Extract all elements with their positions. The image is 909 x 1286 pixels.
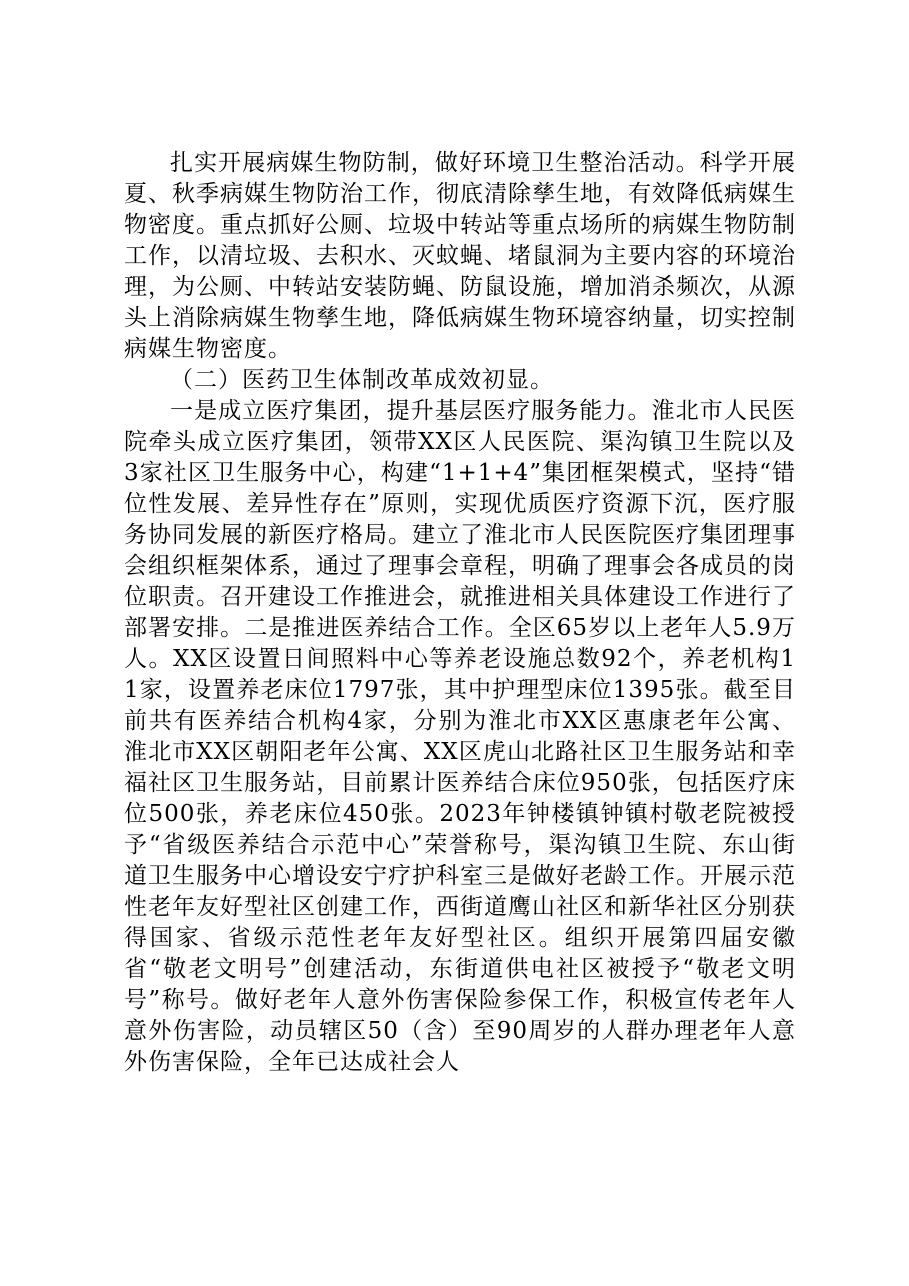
section-heading-medical-reform: （二）医药卫生体制改革成效初显。 <box>170 367 554 393</box>
paragraph-vector-control: 扎实开展病媒生物防制，做好环境卫生整治活动。科学开展夏、秋季病媒生物防治工作，彻底清除孳生地，有效降低病媒生物密度。重点抓好公厕、垃圾中转站等重点场所的病媒生物防制工作，以清垃圾、去积水、灭蚊蝇、堵鼠洞为主要内容的环境治理，为公厕、中转站安装防蝇、防鼠设施，增加消杀频次，从源头上消除病媒生物孳生地，降低病媒生物环境容纳量，切实控制病媒生物密度。 <box>124 150 796 362</box>
document-body <box>124 148 796 1078</box>
paragraph-medical-group: 一是成立医疗集团，提升基层医疗服务能力。淮北市人民医院牵头成立医疗集团，领带XX区人民医院、渠沟镇卫生院以及3家社区卫生服务中心，构建“1+1+4”集团框架模式，坚持“错位性发展、差异性存在”原则，实现优质医疗资源下沉，医疗服务协同发展的新医疗格局。建立了淮北市人民医院医疗集团理事会组织框架体系，通过了理事会章程，明确了理事会各成员的岗位职责。召开建设工作推进会，就推进相关具体建设工作进行了部署安排。二是推进医养结合工作。全区65岁以上老年人5.9万人。XX区设置日间照料中心等养老设施总数92个，养老机构11家，设置养老床位1797张，其中护理型床位1395张。截至目前共有医养结合机构4家，分别为淮北市XX区惠康老年公寓、淮北市XX区朝阳老年公寓、XX区虎山北路社区卫生服务站和幸福社区卫生服务站，目前累计医养结合床位950张，包括医疗床位500张，养老床位450张。2023年钟楼镇钟镇村敬老院被授予“省级医养结合示范中心”荣誉称号，渠沟镇卫生院、东山街道卫生服务中心增设安宁疗护科室三是做好老龄工作。开展示范性老年友好型社区创建工作，西街道鹰山社区和新华社区分别获得国家、省级示范性老年友好型社区。组织开展第四届安徽省“敬老文明号”创建活动，东街道供电社区被授予“敬老文明号”称号。做好老年人意外伤害保险参保工作，积极宣传老年人意外伤害险，动员辖区50（含）至90周岁的人群办理老年人意外伤害保险，全年已达成社会人 <box>124 398 796 1075</box>
